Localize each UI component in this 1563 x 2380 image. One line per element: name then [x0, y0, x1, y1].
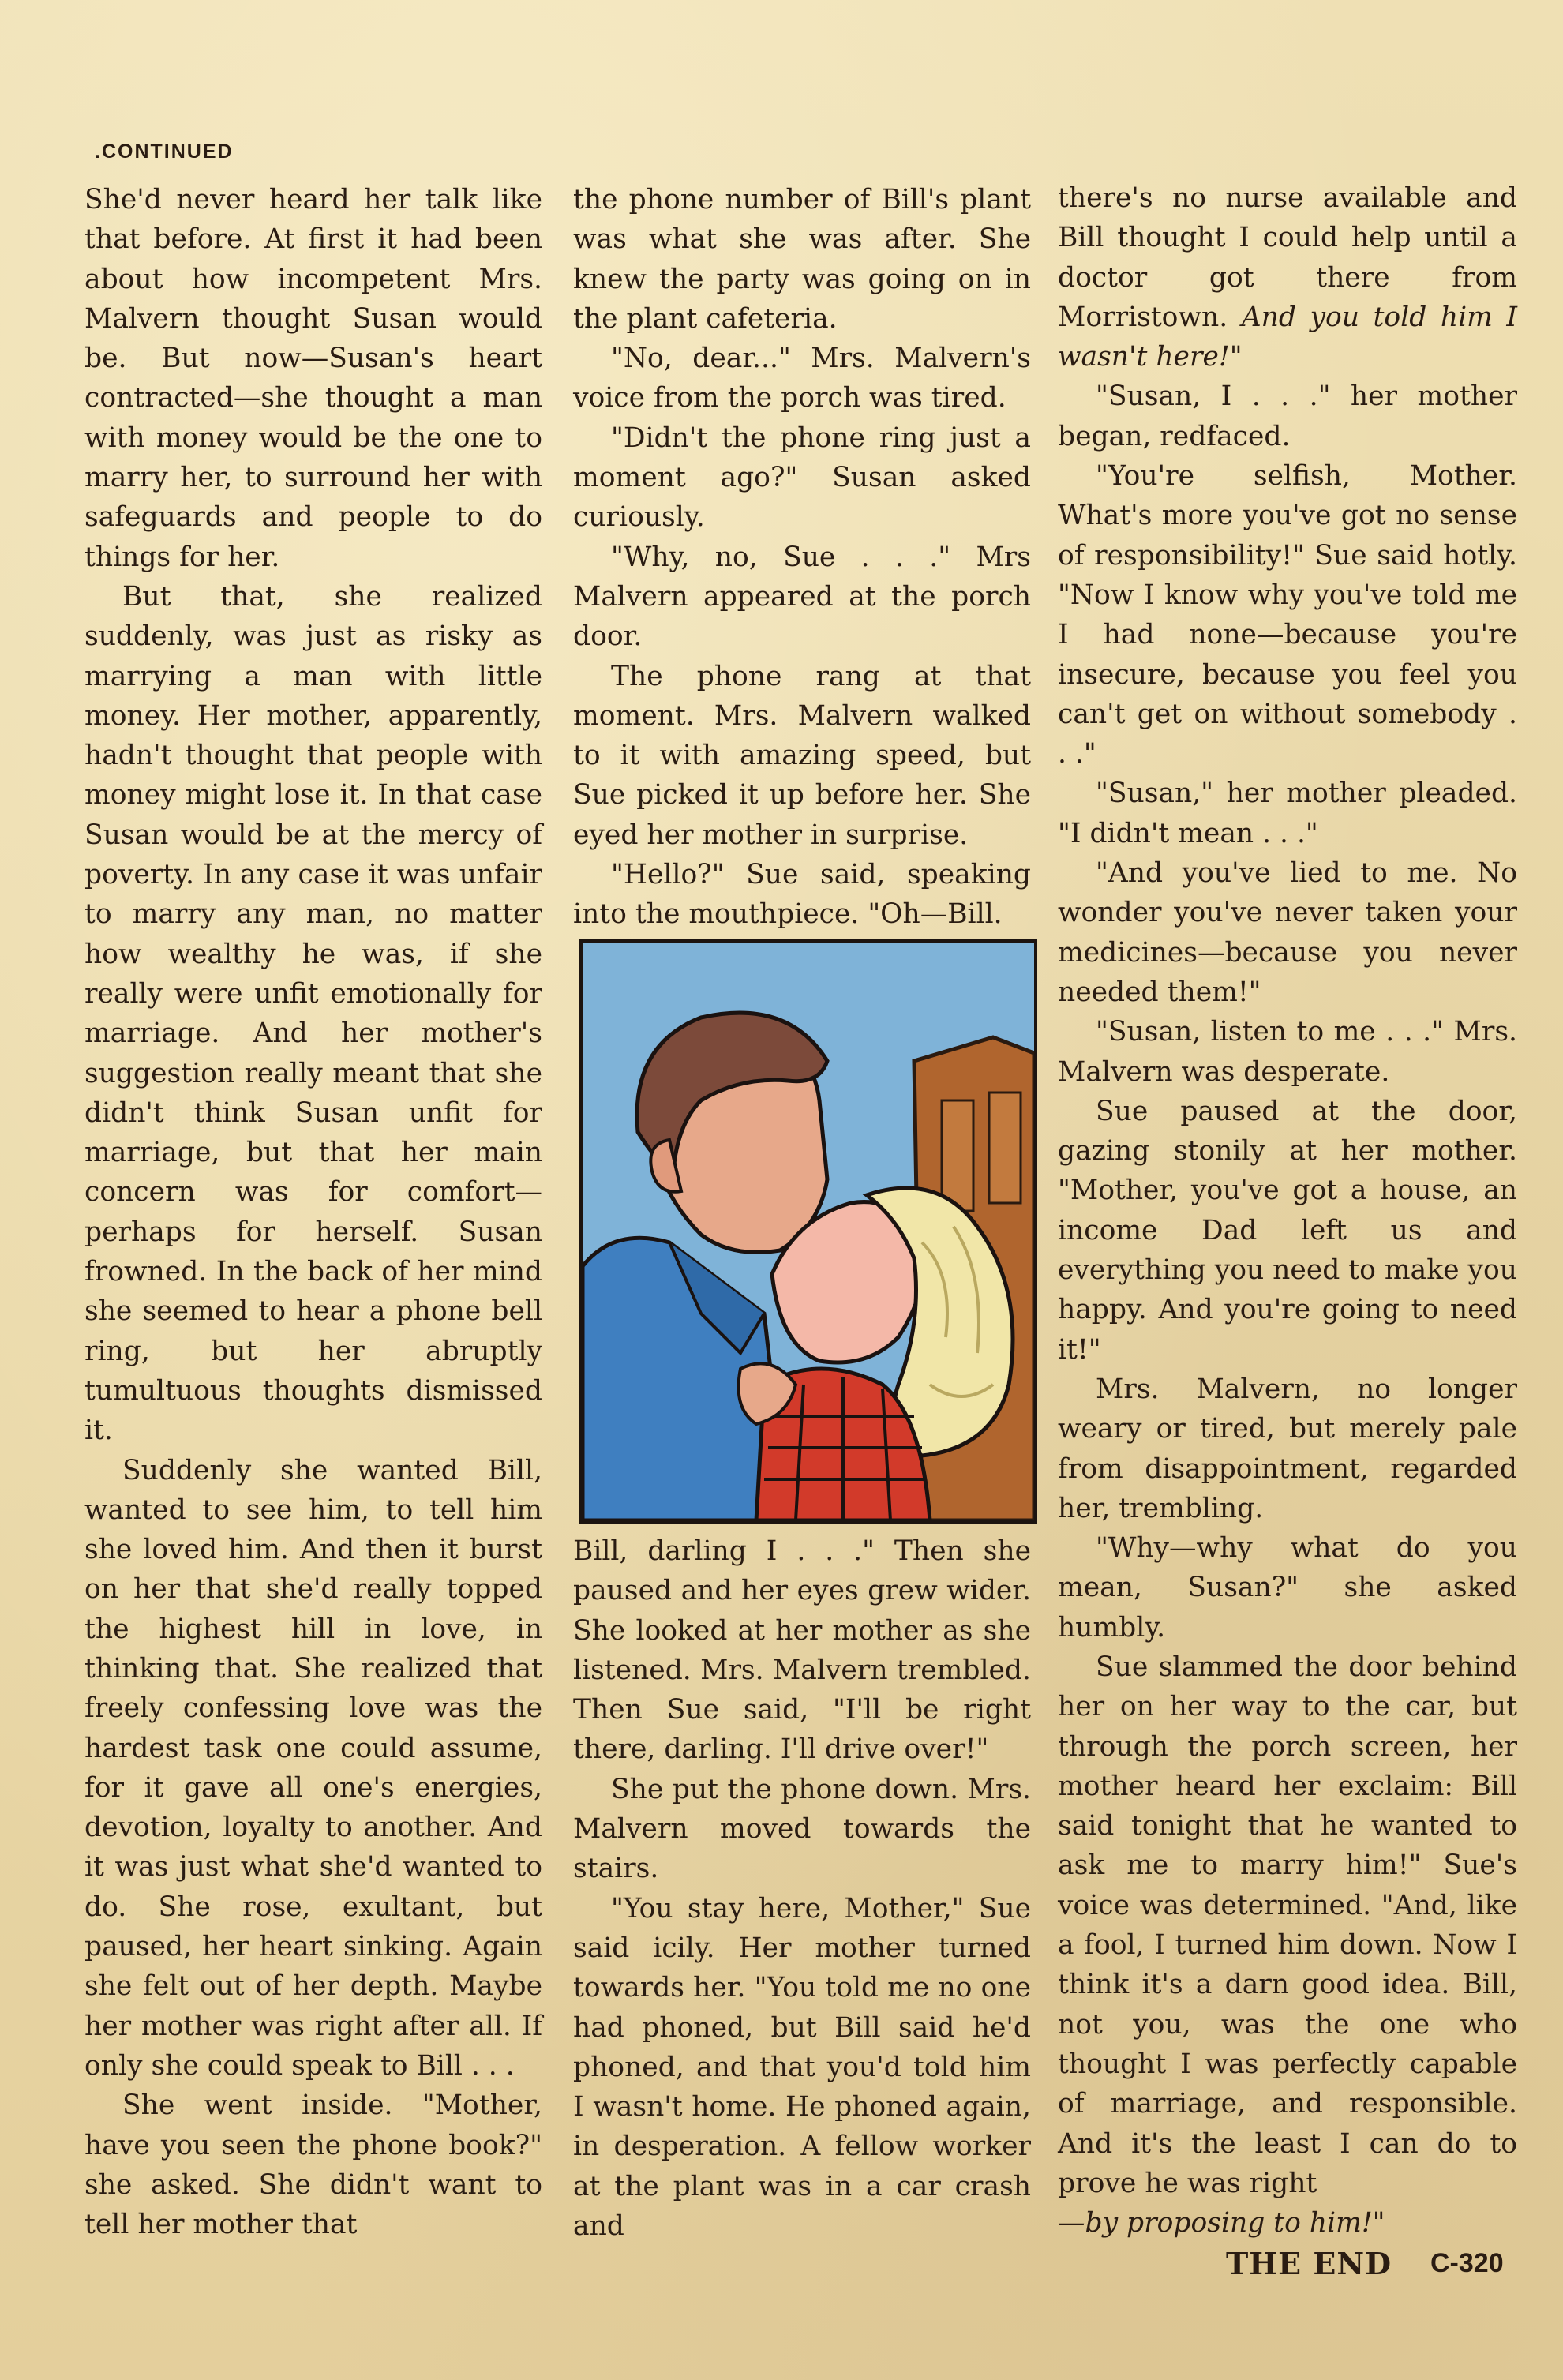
paragraph: She'd never heard her talk like that before. At first it had been about how incompetent Mrs. Malvern thought Susan would be. But now—Susan's heart contracted—she thought a man with money would be the one to marry her, to surround her with safeguards and people to do things for her. — [84, 184, 542, 573]
paragraph-text: there's no nurse available and Bill thought I could help until a doctor got there from Morristown. — [1058, 182, 1517, 333]
paragraph-text: Sue slammed the door behind her on her way to the car, but through the porch screen, her mother heard her exclaim: Bill said tonight that he wanted to ask me to marry him!" Sue's voice was determined. "And, like a fool, I turned him down. Now I think it's a darn good idea. Bill, not you, was the one who thought I was perfectly capable of marriage, and responsible. And it's the least I can do to prove he was right — [1058, 1651, 1517, 2199]
paragraph: She put the phone down. Mrs. Malvern moved towards the stairs. — [573, 1773, 1031, 1885]
paragraph: She went inside. "Mother, have you seen the phone book?" she asked. She didn't want to tell her mother that — [84, 2090, 542, 2241]
paragraph: the phone number of Bill's plant was what she was after. She knew the party was going on in the plant cafeteria. — [573, 184, 1031, 335]
story-code: C-320 — [1430, 2248, 1504, 2278]
paragraph: "Susan, I . . ." her mother began, redfaced. — [1058, 380, 1517, 452]
paragraph — [1058, 178, 1517, 377]
paragraph: Sue paused at the door, gazing stonily at her mother. "Mother, you've got a house, an income Dad left us and everything you need to make you happy. And you're going to need it!" — [1058, 1095, 1517, 1366]
paragraph: "Why—why what do you mean, Susan?" she asked humbly. — [1058, 1532, 1517, 1644]
paragraph: "Didn't the phone ring just a moment ago?" Susan asked curiously. — [573, 422, 1031, 534]
paragraph: Bill, darling I . . ." Then she paused and her eyes grew wider. She looked at her mother as she listened. Mrs. Malvern trembled. Then Sue said, "I'll be right there, darling. I'll drive over!" — [573, 1535, 1031, 1766]
paragraph: "Susan, listen to me . . ." Mrs. Malvern was desperate. — [1058, 1016, 1517, 1088]
text-column-2-top — [573, 180, 1031, 935]
kiss-illustration — [583, 943, 1034, 1520]
text-column-2-bottom — [573, 1531, 1031, 2246]
paragraph: But that, she realized suddenly, was just as risky as marrying a man with little money. Her mother, apparently, hadn't thought that people with money might lose it. In that case Susan would be at the mercy of poverty. In any case it was unfair to marry any man, no matter how wealthy he was, if she really were unfit emotionally for marriage. And her mother's suggestion really meant that she didn't think Susan unfit for marriage, but that her main concern was for comfort—perhaps for herself. Susan frowned. In the back of her mind she seemed to hear a phone bell ring, but her abruptly tumultuous thoughts dismissed it. — [84, 580, 542, 1447]
paragraph: "Why, no, Sue . . ." Mrs Malvern appeared at the porch door. — [573, 541, 1031, 653]
continued-label: .CONTINUED — [95, 141, 234, 163]
text-column-3 — [1058, 178, 1517, 2243]
paragraph: "Susan," her mother pleaded. "I didn't mean . . ." — [1058, 778, 1517, 849]
paragraph: "You stay here, Mother," Sue said icily. Her mother turned towards her. "You told me no one had phoned, but Bill said he'd phoned, and that you'd told him I wasn't home. He phoned again, in desperation. A fellow worker at the plant was in a car crash and — [573, 1892, 1031, 2243]
paragraph — [1058, 1647, 1517, 2243]
paragraph: Suddenly she wanted Bill, wanted to see him, to tell him she loved him. And then it burst on her that she'd really topped the highest hill in love, in thinking that. She realized that freely confessing love was the hardest task one could assume, for it gave all one's energies, devotion, loyalty to another. And it was just what she'd wanted to do. She rose, exultant, but paused, her heart sinking. Again she felt out of her depth. Maybe her mother was right after all. If only she could speak to Bill . . . — [84, 1454, 542, 2082]
paragraph: "No, dear..." Mrs. Malvern's voice from the porch was tired. — [573, 343, 1031, 414]
paragraph: "You're selfish, Mother. What's more you've got no sense of responsibility!" Sue said hotly. "Now I know why you've told me I had none—because you're insecure, because you feel you can't get on without somebody . . ." — [1058, 460, 1517, 770]
the-end-label: THE END — [1226, 2246, 1392, 2281]
paragraph: "Hello?" Sue said, speaking into the mouthpiece. "Oh—Bill. — [573, 859, 1031, 931]
text-column-1 — [84, 180, 542, 2244]
italic-text: —by proposing to him!" — [1058, 2207, 1385, 2239]
illustration-kiss-panel — [579, 939, 1037, 1524]
paragraph: The phone rang at that moment. Mrs. Malvern walked to it with amazing speed, but Sue picked it up before her. She eyed her mother in surprise. — [573, 660, 1031, 851]
italic-text: And you told him I wasn't here!" — [1058, 301, 1517, 373]
paragraph: "And you've lied to me. No wonder you've never taken your medicines—because you never needed them!" — [1058, 857, 1517, 1008]
paragraph: Mrs. Malvern, no longer weary or tired, but merely pale from disappointment, regarded her, trembling. — [1058, 1373, 1517, 1524]
